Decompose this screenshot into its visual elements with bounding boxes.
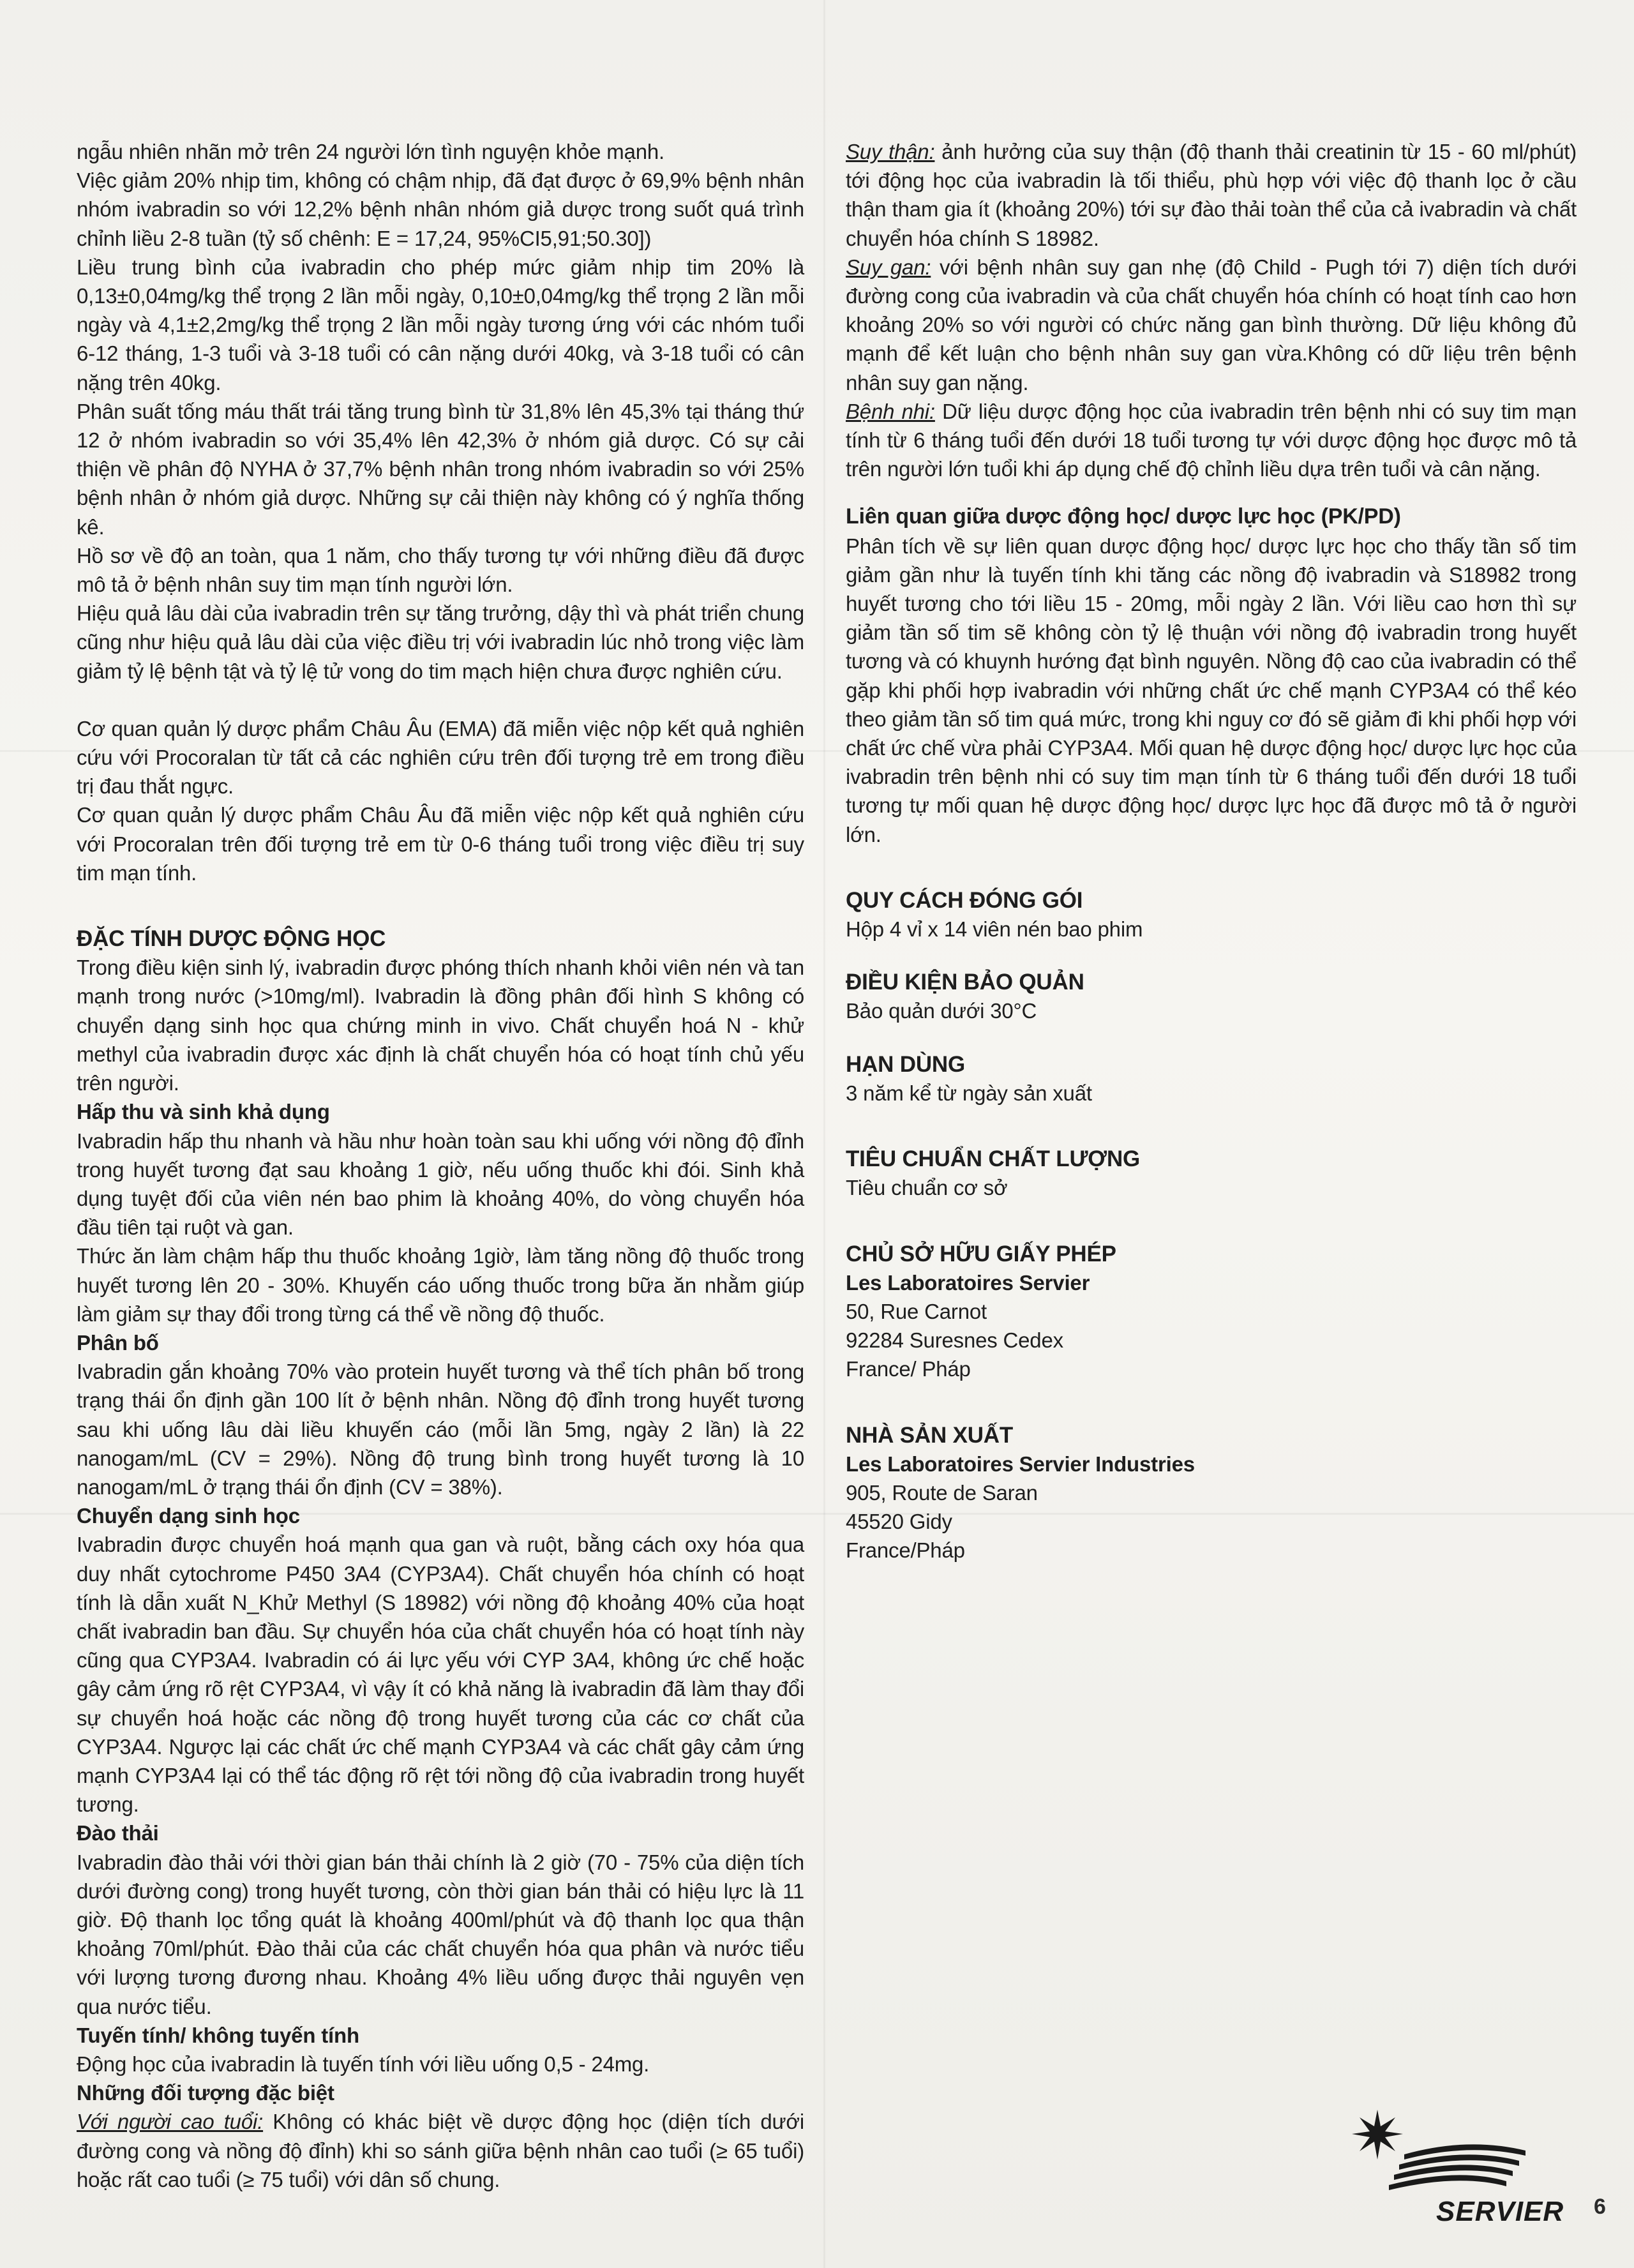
- paper-fold: [823, 0, 825, 2268]
- packaging-text: Hộp 4 vỉ x 14 viên nén bao phim: [846, 917, 1143, 942]
- section-heading-storage: ĐIỀU KIỆN BẢO QUẢN: [846, 970, 1084, 995]
- paragraph: ngẫu nhiên nhãn mở trên 24 người lớn tình nguyện khỏe mạnh.: [77, 140, 664, 163]
- text-renal: ảnh hưởng của suy thận (độ thanh thải creatinin từ 15 - 60 ml/phút) tới động học của ivabradin là tối thiểu, phù hợp với việc độ thanh lọc ở cầu thận tham gia ít (khoảng 20%) tới sự đào thải toàn thể của cả ivabradin và chất chuyển hóa chính S 18982.: [846, 140, 1577, 250]
- paragraph: Ivabradin được chuyển hoá mạnh qua gan và ruột, bằng cách oxy hóa qua duy nhất cytochrome P450 3A4 (CYP3A4). Chất chuyển hóa chính có hoạt tính là dẫn xuất N_Khử Methyl (S 18982) với nồng độ khoảng 40% của hoạt chất ivabradin ban đầu. Sự chuyển hóa của chất chuyển hóa có hoạt tính này cũng qua CYP3A4. Ivabradin có ái lực yếu với CYP 3A4, không ức chế hoặc gây cảm ứng rõ rệt CYP3A4, vì vậy ít có khả năng là ivabradin đã làm thay đổi sự chuyển hoá hoặc các nồng độ trong huyết tương của các cơ chất của CYP3A4. Ngược lại các chất ức chế mạnh CYP3A4 và các chất gây cảm ứng mạnh CYP3A4 lại có thể tác động rõ rệt tới nồng độ của ivabradin trong huyết tương.: [77, 1533, 804, 1817]
- section-heading-license-holder: CHỦ SỞ HỮU GIẤY PHÉP: [846, 1241, 1116, 1266]
- license-holder-address: 50, Rue Carnot: [846, 1299, 987, 1323]
- shelf-life-text: 3 năm kể từ ngày sản xuất: [846, 1081, 1092, 1105]
- paragraph: Ivabradin hấp thu nhanh và hầu như hoàn toàn sau khi uống với nồng độ đỉnh trong huyết tương đạt sau khoảng 1 giờ, nếu uống thuốc khi đói. Sinh khả dụng tuyệt đối của viên nén bao phim là khoảng 40%, do vòng chuyển hóa đầu tiên tại ruột và gan.: [77, 1129, 804, 1240]
- label-renal: Suy thận:: [846, 140, 935, 163]
- paragraph: Hiệu quả lâu dài của ivabradin trên sự tăng trưởng, dậy thì và phát triển chung cũng như hiệu quả lâu dài của việc điều trị với ivabradin lúc nhỏ trong việc làm giảm tỷ lệ bệnh tật và tỷ lệ tử vong do tim mạch hiện chưa được nghiên cứu.: [77, 601, 804, 683]
- storage-text: Bảo quản dưới 30°C: [846, 999, 1037, 1023]
- subheading-absorption: Hấp thu và sinh khả dụng: [77, 1100, 330, 1124]
- license-holder-name: Les Laboratoires Servier: [846, 1270, 1090, 1295]
- subheading-pkpd: Liên quan giữa dược động học/ dược lực học (PK/PD): [846, 504, 1401, 529]
- paragraph: Việc giảm 20% nhịp tim, không có chậm nhịp, đã đạt được ở 69,9% bệnh nhân nhóm ivabradin so với 12,2% bệnh nhân nhóm giả dược trong suốt quá trình chỉnh liều 2-8 tuần (tỷ số chênh: E = 17,24, 95%CI5,91;50.30]): [77, 169, 804, 250]
- manufacturer-address: 45520 Gidy: [846, 1510, 952, 1534]
- text-pediatric: Dữ liệu dược động học của ivabradin trên bệnh nhi có suy tim mạn tính từ 6 tháng tuổi đến dưới 18 tuổi tương tự với dược động học được mô tả trên người lớn tuổi khi áp dụng chế độ chỉnh liều dựa trên tuổi và cân nặng.: [846, 399, 1577, 481]
- license-holder-address: France/ Pháp: [846, 1357, 971, 1381]
- paragraph: Trong điều kiện sinh lý, ivabradin được phóng thích nhanh khỏi viên nén và tan mạnh trong nước (>10mg/ml). Ivabradin là đồng phân đối hình S không có chuyển dạng sinh học qua chứng minh in vivo. Chất chuyển hoá N - khử methyl của ivabradin được xác định là chất chuyển hóa có hoạt tính chủ yếu trên người.: [77, 956, 804, 1095]
- label-elderly: Với người cao tuổi:: [77, 2110, 264, 2134]
- quality-text: Tiêu chuẩn cơ sở: [846, 1176, 1008, 1200]
- subheading-linearity: Tuyến tính/ không tuyến tính: [77, 2023, 359, 2047]
- manufacturer-name: Les Laboratoires Servier Industries: [846, 1452, 1195, 1476]
- subheading-metabolism: Chuyển dạng sinh học: [77, 1504, 300, 1528]
- paragraph-renal: [846, 137, 1577, 253]
- paragraph: Liều trung bình của ivabradin cho phép mức giảm nhịp tim 20% là 0,13±0,04mg/kg thể trọng 2 lần mỗi ngày, 0,10±0,04mg/kg thể trọng 2 lần mỗi ngày và 4,1±2,2mg/kg thể trọng 2 lần mỗi ngày tương ứng với các nhóm tuổi 6-12 tháng, 1-3 tuổi và 3-18 tuổi có cân nặng dưới 40kg, và 3-18 tuổi có cân nặng trên 40kg.: [77, 255, 804, 394]
- paragraph: Ivabradin gắn khoảng 70% vào protein huyết tương và thể tích phân bố trong trạng thái ổn định gần 100 lít ở bệnh nhân. Nồng độ đỉnh trong huyết tương sau khi uống lâu dài liều khuyến cáo (mỗi lần 5mg, ngày 2 lần) là 22 nanogam/mL (CV = 29%). Nồng độ trung bình trong huyết tương là 10 nanogam/mL ở trạng thái ổn định (CV = 38%).: [77, 1360, 804, 1499]
- text-hepatic: với bệnh nhân suy gan nhẹ (độ Child - Pugh tới 7) diện tích dưới đường cong của ivabradin và của chất chuyển hóa chính có hoạt tính cao hơn khoảng 20% so với người có chức năng gan bình thường. Dữ liệu không đủ mạnh để kết luận cho bệnh nhân suy gan vừa.Không có dữ liệu trên bệnh nhân suy gan nặng.: [846, 255, 1577, 394]
- manufacturer-address: 905, Route de Saran: [846, 1480, 1038, 1505]
- paragraph-elderly: [77, 2107, 804, 2194]
- page-number: 6: [1594, 2195, 1606, 2219]
- subheading-elimination: Đào thải: [77, 1821, 159, 1845]
- brand-name: SERVIER: [1436, 2196, 1564, 2227]
- paragraph: Cơ quan quản lý dược phẩm Châu Âu đã miễn việc nộp kết quả nghiên cứu với Procoralan trên đối tượng trẻ em từ 0-6 tháng tuổi trong việc điều trị suy tim mạn tính.: [77, 803, 804, 885]
- license-holder-address: 92284 Suresnes Cedex: [846, 1328, 1063, 1353]
- servier-logo-icon: [1334, 2103, 1557, 2199]
- right-column: [846, 137, 1577, 1565]
- text-elderly: Không có khác biệt về dược động học (diện tích dưới đường cong và nồng độ đỉnh) khi so sánh giữa bệnh nhân cao tuổi (≥ 65 tuổi) hoặc rất cao tuổi (≥ 75 tuổi) với dân số chung.: [77, 2110, 804, 2191]
- subheading-distribution: Phân bố: [77, 1330, 159, 1355]
- section-heading-pharmacokinetics: ĐẶC TÍNH DƯỢC ĐỘNG HỌC: [77, 926, 386, 952]
- paragraph: Động học của ivabradin là tuyến tính với liều uống 0,5 - 24mg.: [77, 2052, 650, 2076]
- section-heading-packaging: QUY CÁCH ĐÓNG GÓI: [846, 887, 1083, 913]
- paragraph: Cơ quan quản lý dược phẩm Châu Âu (EMA) đã miễn việc nộp kết quả nghiên cứu với Procoralan từ tất cả các nghiên cứu trên đối tượng trẻ em trong điều trị đau thắt ngực.: [77, 716, 804, 799]
- paragraph: Phân tích về sự liên quan dược động học/ dược lực học cho thấy tần số tim giảm gần như là tuyến tính khi tăng các nồng độ ivabradin và S18982 trong huyết tương cho tới liều 15 - 20mg, mỗi ngày 2 lần. Với liều cao hơn thì sự giảm tần số tim sẽ không còn tỷ lệ thuận với nồng độ ivabradin trong huyết tương và có khuynh hướng đạt bình nguyên. Nồng độ cao của ivabradin có thể gặp khi phối hợp ivabradin với những chất ức chế mạnh CYP3A4 có thể kéo theo giảm tần số tim quá mức, trong khi nguy cơ đó sẽ giảm đi khi phối hợp với chất ức chế vừa phải CYP3A4. Mối quan hệ dược động học/ dược lực học của ivabradin trên bệnh nhi có suy tim mạn tính từ 6 tháng tuổi đến dưới 18 tuổi tương tự mối quan hệ dược động học/ dược lực học đã được mô tả ở người lớn.: [846, 534, 1577, 846]
- paragraph: Phân suất tống máu thất trái tăng trung bình từ 31,8% lên 45,3% tại tháng thứ 12 ở nhóm ivabradin so với 35,4% lên 42,3% ở nhóm giả dược. Có sự cải thiện về phân độ NYHA ở 37,7% bệnh nhân trong nhóm ivabradin so với 25% bệnh nhân ở nhóm giả dược. Những sự cải thiện này không có ý nghĩa thống kê.: [77, 399, 804, 539]
- label-hepatic: Suy gan:: [846, 255, 931, 279]
- label-pediatric: Bệnh nhi:: [846, 399, 935, 423]
- paragraph: Thức ăn làm chậm hấp thu thuốc khoảng 1giờ, làm tăng nồng độ thuốc trong huyết tương lên 20 - 30%. Khuyến cáo uống thuốc trong bữa ăn nhằm giúp làm giảm sự thay đổi trong từng cá thể về nồng độ thuốc.: [77, 1244, 804, 1326]
- left-column: [77, 137, 804, 2194]
- paragraph: Hồ sơ về độ an toàn, qua 1 năm, cho thấy tương tự với những điều đã được mô tả ở bệnh nhân suy tim mạn tính người lớn.: [77, 543, 804, 597]
- subheading-special-populations: Những đối tượng đặc biệt: [77, 2081, 334, 2105]
- paragraph: Ivabradin đào thải với thời gian bán thải chính là 2 giờ (70 - 75% của diện tích dưới đường cong) trong huyết tương, còn thời gian bán thải có hiệu lực là 11 giờ. Độ thanh lọc tổng quát là khoảng 400ml/phút và độ thanh lọc qua thận khoảng 70ml/phút. Đào thải của các chất chuyển hóa qua phân và nước tiểu với lượng tương đương nhau. Khoảng 4% liều uống được thải nguyên vẹn qua nước tiểu.: [77, 1850, 804, 2018]
- manufacturer-address: France/Pháp: [846, 1538, 965, 1563]
- section-heading-quality: TIÊU CHUẨN CHẤT LƯỢNG: [846, 1146, 1141, 1172]
- paragraph-hepatic: [846, 253, 1577, 397]
- paragraph-pediatric: [846, 397, 1577, 484]
- section-heading-shelf-life: HẠN DÙNG: [846, 1051, 966, 1077]
- section-heading-manufacturer: NHÀ SẢN XUẤT: [846, 1422, 1014, 1448]
